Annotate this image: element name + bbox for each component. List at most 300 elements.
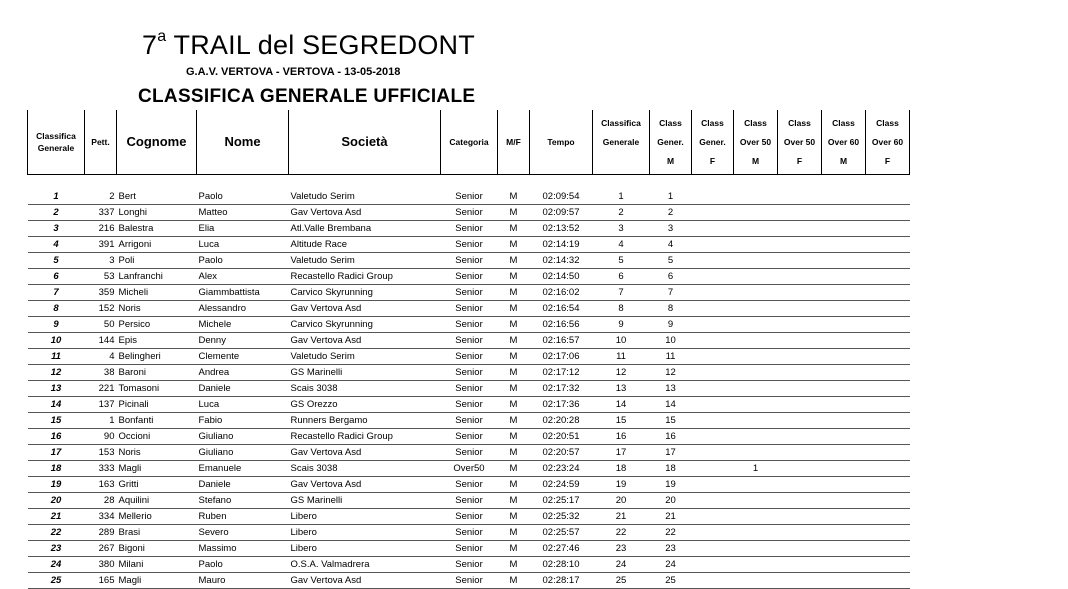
cell-tempo: 02:17:32 (530, 381, 593, 397)
cell-position: 18 (28, 461, 85, 477)
cell-over60-f (866, 397, 910, 413)
cell-cognome: Mellerio (117, 509, 197, 525)
cell-over60-m (822, 349, 866, 365)
cell-pettorale: 380 (85, 557, 117, 573)
cell-over50-m (734, 253, 778, 269)
cell-mf: M (498, 397, 530, 413)
title-text: TRAIL del SEGREDONT (166, 30, 475, 60)
cell-position: 3 (28, 221, 85, 237)
cell-pettorale: 221 (85, 381, 117, 397)
cell-tempo: 02:25:57 (530, 525, 593, 541)
cell-over60-f (866, 557, 910, 573)
cell-societa: GS Marinelli (289, 365, 441, 381)
cell-over60-m (822, 525, 866, 541)
cell-over60-f (866, 317, 910, 333)
cell-over60-m (822, 237, 866, 253)
col-cognome: Cognome (117, 110, 197, 175)
cell-over60-f (866, 333, 910, 349)
cell-mf: M (498, 205, 530, 221)
cell-over50-f (778, 445, 822, 461)
cell-categoria: Senior (441, 301, 498, 317)
cell-pettorale: 2 (85, 189, 117, 205)
cell-cognome: Noris (117, 301, 197, 317)
cell-gener-f (692, 269, 734, 285)
cell-tempo: 02:14:32 (530, 253, 593, 269)
cell-over50-m (734, 333, 778, 349)
cell-categoria: Senior (441, 573, 498, 589)
cell-pettorale: 38 (85, 365, 117, 381)
results-table (27, 110, 910, 589)
cell-pettorale: 267 (85, 541, 117, 557)
cell-over50-m (734, 525, 778, 541)
table-row (28, 477, 910, 493)
cell-over60-f (866, 413, 910, 429)
cell-pettorale: 216 (85, 221, 117, 237)
cell-gener-m: 1 (650, 189, 692, 205)
cell-tempo: 02:28:17 (530, 573, 593, 589)
cell-mf: M (498, 429, 530, 445)
cell-gener-m: 7 (650, 285, 692, 301)
cell-societa: Runners Bergamo (289, 413, 441, 429)
cell-over50-m (734, 477, 778, 493)
cell-societa: Altitude Race (289, 237, 441, 253)
cell-pettorale: 90 (85, 429, 117, 445)
cell-over60-m (822, 221, 866, 237)
cell-over60-m (822, 573, 866, 589)
table-row (28, 525, 910, 541)
cell-societa: Gav Vertova Asd (289, 301, 441, 317)
cell-over60-f (866, 365, 910, 381)
cell-over50-f (778, 477, 822, 493)
cell-over60-m (822, 381, 866, 397)
cell-pettorale: 153 (85, 445, 117, 461)
cell-over60-m (822, 301, 866, 317)
cell-gener-m: 18 (650, 461, 692, 477)
cell-pettorale: 4 (85, 349, 117, 365)
cell-categoria: Senior (441, 445, 498, 461)
cell-mf: M (498, 269, 530, 285)
cell-pettorale: 391 (85, 237, 117, 253)
cell-nome: Clemente (197, 349, 289, 365)
cell-over50-m (734, 221, 778, 237)
cell-gener-m: 6 (650, 269, 692, 285)
cell-gener-f (692, 333, 734, 349)
table-row (28, 253, 910, 269)
cell-societa: Libero (289, 541, 441, 557)
cell-over50-f (778, 237, 822, 253)
cell-tempo: 02:16:56 (530, 317, 593, 333)
cell-over60-m (822, 205, 866, 221)
cell-nome: Denny (197, 333, 289, 349)
cell-pettorale: 333 (85, 461, 117, 477)
cell-gener-m: 19 (650, 477, 692, 493)
table-row (28, 509, 910, 525)
cell-over60-f (866, 381, 910, 397)
cell-nome: Elia (197, 221, 289, 237)
cell-over60-f (866, 477, 910, 493)
cell-cognome: Poli (117, 253, 197, 269)
cell-cognome: Persico (117, 317, 197, 333)
cell-tempo: 02:17:12 (530, 365, 593, 381)
cell-gener-m: 21 (650, 509, 692, 525)
cell-position: 20 (28, 493, 85, 509)
cell-gener-m: 24 (650, 557, 692, 573)
cell-over60-f (866, 253, 910, 269)
cell-over50-f (778, 429, 822, 445)
cell-gener-m: 5 (650, 253, 692, 269)
cell-position: 10 (28, 333, 85, 349)
cell-tempo: 02:14:50 (530, 269, 593, 285)
table-row (28, 365, 910, 381)
cell-over60-m (822, 365, 866, 381)
cell-gener-f (692, 413, 734, 429)
cell-gener-f (692, 445, 734, 461)
cell-categoria: Senior (441, 285, 498, 301)
cell-categoria: Senior (441, 253, 498, 269)
table-row (28, 317, 910, 333)
cell-nome: Matteo (197, 205, 289, 221)
cell-cognome: Longhi (117, 205, 197, 221)
cell-tempo: 02:09:54 (530, 189, 593, 205)
cell-categoria: Senior (441, 333, 498, 349)
cell-over50-m (734, 285, 778, 301)
cell-societa: Gav Vertova Asd (289, 333, 441, 349)
cell-gener-m: 22 (650, 525, 692, 541)
col-mf: M/F (498, 110, 530, 175)
cell-gener-m: 4 (650, 237, 692, 253)
cell-over50-m (734, 365, 778, 381)
cell-mf: M (498, 493, 530, 509)
cell-pettorale: 152 (85, 301, 117, 317)
cell-nome: Daniele (197, 381, 289, 397)
title-superscript: a (157, 28, 167, 45)
cell-over50-m (734, 269, 778, 285)
cell-over50-m (734, 493, 778, 509)
cell-gener-f (692, 285, 734, 301)
cell-gener-m: 23 (650, 541, 692, 557)
table-row (28, 237, 910, 253)
cell-categoria: Senior (441, 189, 498, 205)
cell-pettorale: 165 (85, 573, 117, 589)
cell-societa: Valetudo Serim (289, 189, 441, 205)
cell-position: 4 (28, 237, 85, 253)
cell-over60-f (866, 205, 910, 221)
col-societa: Società (289, 110, 441, 175)
cell-over60-f (866, 541, 910, 557)
cell-pettorale: 289 (85, 525, 117, 541)
cell-over60-f (866, 189, 910, 205)
cell-over50-m (734, 413, 778, 429)
cell-gener-m: 11 (650, 349, 692, 365)
cell-nome: Mauro (197, 573, 289, 589)
cell-over50-f (778, 541, 822, 557)
col-classifica-generale-2: Classifica Generale (593, 110, 650, 175)
col-tempo: Tempo (530, 110, 593, 175)
cell-cognome: Picinali (117, 397, 197, 413)
cell-classifica-generale: 18 (593, 461, 650, 477)
cell-classifica-generale: 21 (593, 509, 650, 525)
cell-gener-f (692, 205, 734, 221)
cell-tempo: 02:16:57 (530, 333, 593, 349)
cell-gener-f (692, 573, 734, 589)
table-row (28, 381, 910, 397)
cell-over50-m (734, 397, 778, 413)
cell-tempo: 02:25:17 (530, 493, 593, 509)
cell-cognome: Arrigoni (117, 237, 197, 253)
cell-over60-m (822, 397, 866, 413)
table-row (28, 205, 910, 221)
cell-mf: M (498, 253, 530, 269)
table-row (28, 541, 910, 557)
cell-categoria: Senior (441, 205, 498, 221)
cell-classifica-generale: 11 (593, 349, 650, 365)
col-categoria: Categoria (441, 110, 498, 175)
title-number: 7 (142, 30, 158, 60)
cell-cognome: Baroni (117, 365, 197, 381)
header-row (28, 110, 910, 175)
cell-mf: M (498, 381, 530, 397)
cell-nome: Ruben (197, 509, 289, 525)
cell-over60-m (822, 541, 866, 557)
cell-classifica-generale: 1 (593, 189, 650, 205)
cell-over60-f (866, 525, 910, 541)
cell-over50-f (778, 349, 822, 365)
cell-mf: M (498, 413, 530, 429)
cell-position: 23 (28, 541, 85, 557)
cell-societa: Carvico Skyrunning (289, 317, 441, 333)
cell-tempo: 02:14:19 (530, 237, 593, 253)
cell-over60-m (822, 477, 866, 493)
cell-over50-m (734, 317, 778, 333)
cell-mf: M (498, 573, 530, 589)
cell-societa: GS Orezzo (289, 397, 441, 413)
cell-societa: O.S.A. Valmadrera (289, 557, 441, 573)
cell-classifica-generale: 25 (593, 573, 650, 589)
cell-nome: Massimo (197, 541, 289, 557)
cell-mf: M (498, 221, 530, 237)
cell-position: 12 (28, 365, 85, 381)
cell-nome: Giammbattista (197, 285, 289, 301)
cell-over60-f (866, 461, 910, 477)
cell-categoria: Senior (441, 349, 498, 365)
cell-position: 5 (28, 253, 85, 269)
cell-position: 25 (28, 573, 85, 589)
cell-position: 1 (28, 189, 85, 205)
cell-over60-f (866, 429, 910, 445)
cell-over50-f (778, 525, 822, 541)
cell-gener-f (692, 365, 734, 381)
cell-classifica-generale: 22 (593, 525, 650, 541)
cell-cognome: Magli (117, 461, 197, 477)
cell-over50-m (734, 205, 778, 221)
table-row (28, 285, 910, 301)
cell-over60-m (822, 429, 866, 445)
cell-cognome: Gritti (117, 477, 197, 493)
cell-over50-f (778, 269, 822, 285)
cell-over60-f (866, 221, 910, 237)
cell-cognome: Bonfanti (117, 413, 197, 429)
cell-gener-f (692, 253, 734, 269)
cell-gener-m: 12 (650, 365, 692, 381)
col-over50-m: Class Over 50 M (734, 110, 778, 175)
table-row (28, 301, 910, 317)
cell-over50-m (734, 381, 778, 397)
cell-gener-f (692, 349, 734, 365)
cell-position: 24 (28, 557, 85, 573)
cell-cognome: Tomasoni (117, 381, 197, 397)
cell-over60-f (866, 349, 910, 365)
cell-tempo: 02:27:46 (530, 541, 593, 557)
cell-over50-f (778, 381, 822, 397)
cell-over60-f (866, 269, 910, 285)
cell-classifica-generale: 9 (593, 317, 650, 333)
cell-societa: Gav Vertova Asd (289, 573, 441, 589)
cell-over50-f (778, 205, 822, 221)
cell-pettorale: 50 (85, 317, 117, 333)
cell-gener-f (692, 381, 734, 397)
cell-pettorale: 137 (85, 397, 117, 413)
cell-position: 14 (28, 397, 85, 413)
cell-over60-m (822, 557, 866, 573)
cell-pettorale: 53 (85, 269, 117, 285)
col-over60-m: Class Over 60 M (822, 110, 866, 175)
cell-cognome: Occioni (117, 429, 197, 445)
cell-over60-m (822, 253, 866, 269)
cell-societa: Gav Vertova Asd (289, 477, 441, 493)
cell-gener-f (692, 317, 734, 333)
cell-pettorale: 359 (85, 285, 117, 301)
cell-categoria: Senior (441, 397, 498, 413)
cell-gener-f (692, 525, 734, 541)
cell-classifica-generale: 14 (593, 397, 650, 413)
cell-over50-f (778, 461, 822, 477)
cell-cognome: Bert (117, 189, 197, 205)
cell-classifica-generale: 7 (593, 285, 650, 301)
cell-classifica-generale: 24 (593, 557, 650, 573)
cell-nome: Luca (197, 397, 289, 413)
cell-classifica-generale: 16 (593, 429, 650, 445)
cell-over60-f (866, 285, 910, 301)
cell-categoria: Senior (441, 413, 498, 429)
cell-gener-m: 15 (650, 413, 692, 429)
cell-categoria: Senior (441, 557, 498, 573)
cell-position: 11 (28, 349, 85, 365)
cell-pettorale: 337 (85, 205, 117, 221)
cell-position: 6 (28, 269, 85, 285)
cell-over50-m (734, 573, 778, 589)
cell-nome: Michele (197, 317, 289, 333)
cell-over60-f (866, 237, 910, 253)
cell-gener-f (692, 429, 734, 445)
cell-societa: Valetudo Serim (289, 349, 441, 365)
cell-societa: Libero (289, 509, 441, 525)
cell-nome: Fabio (197, 413, 289, 429)
table-row (28, 221, 910, 237)
col-over50-f: Class Over 50 F (778, 110, 822, 175)
table-row (28, 429, 910, 445)
cell-classifica-generale: 3 (593, 221, 650, 237)
cell-cognome: Aquilini (117, 493, 197, 509)
cell-classifica-generale: 23 (593, 541, 650, 557)
cell-societa: Valetudo Serim (289, 253, 441, 269)
cell-classifica-generale: 19 (593, 477, 650, 493)
cell-over60-m (822, 493, 866, 509)
cell-gener-m: 17 (650, 445, 692, 461)
cell-classifica-generale: 20 (593, 493, 650, 509)
cell-nome: Giuliano (197, 429, 289, 445)
cell-categoria: Senior (441, 493, 498, 509)
table-row (28, 269, 910, 285)
event-subtitle: G.A.V. VERTOVA - VERTOVA - 13-05-2018 (186, 66, 401, 78)
cell-nome: Stefano (197, 493, 289, 509)
cell-gener-m: 9 (650, 317, 692, 333)
table-row (28, 349, 910, 365)
cell-over50-f (778, 333, 822, 349)
cell-cognome: Brasi (117, 525, 197, 541)
cell-societa: Libero (289, 525, 441, 541)
cell-pettorale: 1 (85, 413, 117, 429)
cell-over60-m (822, 285, 866, 301)
cell-gener-m: 8 (650, 301, 692, 317)
cell-over60-m (822, 189, 866, 205)
cell-classifica-generale: 2 (593, 205, 650, 221)
cell-mf: M (498, 525, 530, 541)
table-row (28, 557, 910, 573)
cell-over50-m (734, 237, 778, 253)
cell-over60-f (866, 301, 910, 317)
cell-over60-m (822, 461, 866, 477)
cell-tempo: 02:24:59 (530, 477, 593, 493)
spacer-row (28, 175, 910, 190)
cell-tempo: 02:20:51 (530, 429, 593, 445)
cell-gener-f (692, 477, 734, 493)
cell-over60-f (866, 493, 910, 509)
cell-gener-f (692, 301, 734, 317)
cell-over50-f (778, 557, 822, 573)
cell-mf: M (498, 317, 530, 333)
cell-classifica-generale: 4 (593, 237, 650, 253)
col-pettorale: Pett. (85, 110, 117, 175)
cell-categoria: Senior (441, 429, 498, 445)
cell-societa: Gav Vertova Asd (289, 205, 441, 221)
cell-over50-m (734, 557, 778, 573)
cell-categoria: Senior (441, 365, 498, 381)
cell-tempo: 02:23:24 (530, 461, 593, 477)
cell-gener-f (692, 461, 734, 477)
cell-nome: Giuliano (197, 445, 289, 461)
cell-cognome: Epis (117, 333, 197, 349)
table-row (28, 493, 910, 509)
table-row (28, 397, 910, 413)
cell-position: 9 (28, 317, 85, 333)
cell-gener-f (692, 493, 734, 509)
cell-over50-m (734, 189, 778, 205)
cell-mf: M (498, 477, 530, 493)
cell-nome: Daniele (197, 477, 289, 493)
cell-societa: Recastello Radici Group (289, 429, 441, 445)
cell-pettorale: 144 (85, 333, 117, 349)
col-gener-f: Class Gener. F (692, 110, 734, 175)
cell-nome: Alex (197, 269, 289, 285)
cell-categoria: Senior (441, 509, 498, 525)
cell-societa: Carvico Skyrunning (289, 285, 441, 301)
cell-gener-f (692, 221, 734, 237)
cell-cognome: Noris (117, 445, 197, 461)
cell-categoria: Senior (441, 221, 498, 237)
cell-nome: Luca (197, 237, 289, 253)
cell-position: 13 (28, 381, 85, 397)
cell-gener-m: 2 (650, 205, 692, 221)
